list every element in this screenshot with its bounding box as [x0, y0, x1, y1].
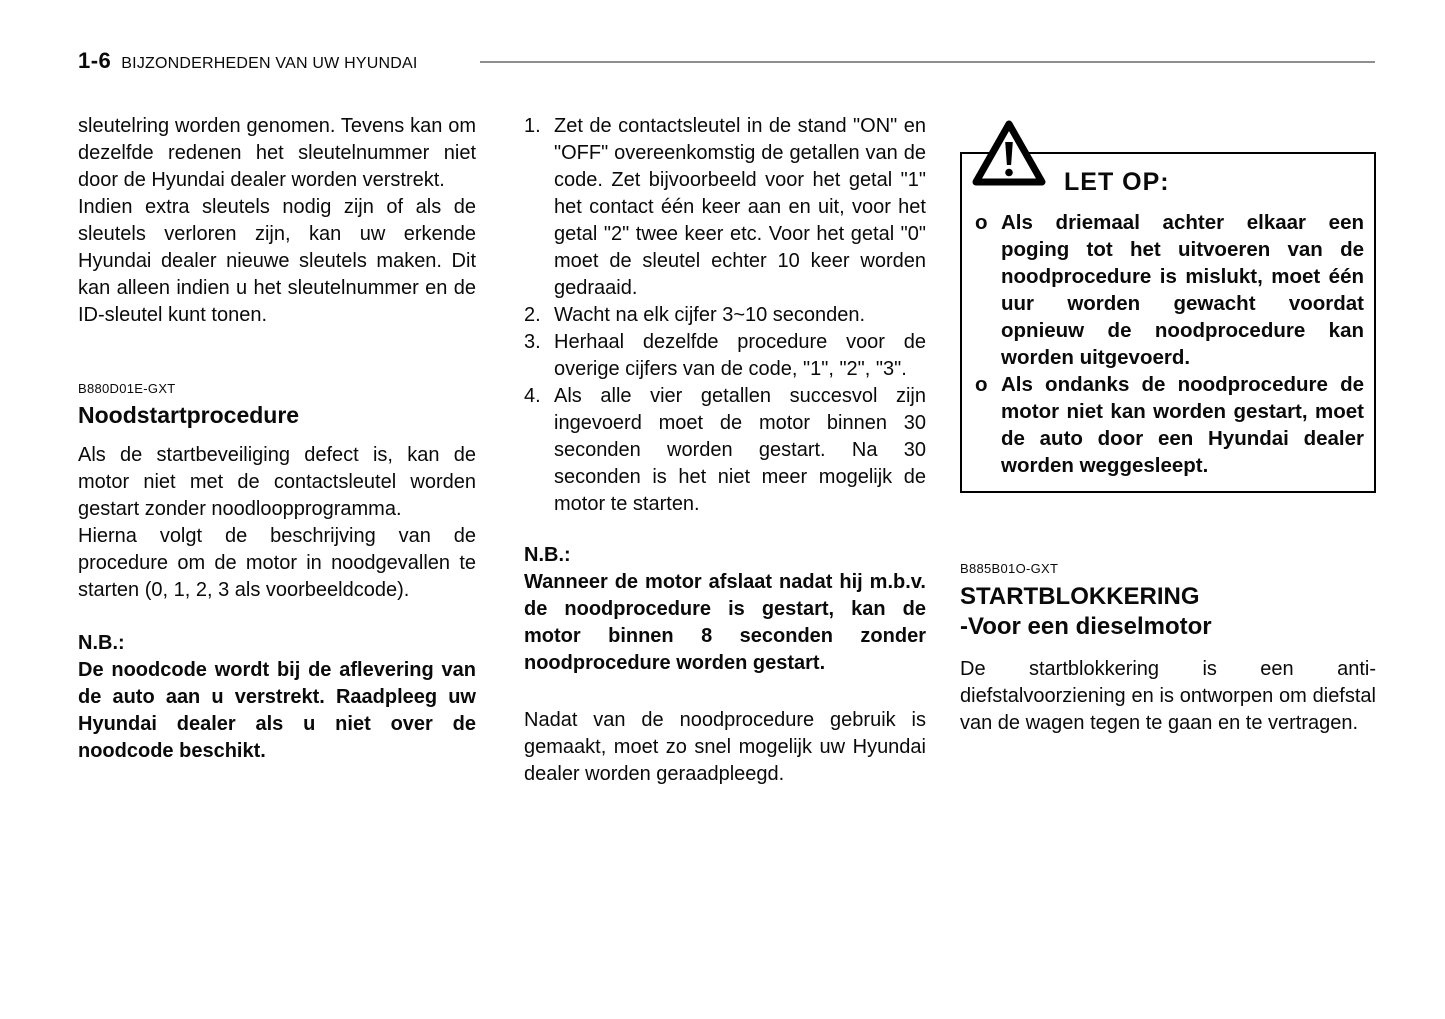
list-item: [524, 383, 926, 518]
warning-bullet: o: [975, 211, 988, 234]
warning-text: Als ondanks de noodprocedure de motor niet kan worden gestart, moet de auto door een Hyundai dealer worden weggesleept.: [1001, 373, 1364, 477]
warning-bullet: o: [975, 373, 988, 396]
section-heading-line1: STARTBLOKKERING: [960, 583, 1200, 610]
paragraph: Nadat van de noodprocedure gebruik is gemaakt, moet zo snel mogelijk uw Hyundai dealer worden geraadpleegd.: [524, 709, 926, 785]
column-left: [78, 113, 476, 765]
section-heading: [960, 582, 1376, 642]
reference-code: B885B01O-GXT: [960, 561, 1059, 576]
note-text: Wanneer de motor afslaat nadat hij m.b.v. de noodprocedure is gestart, kan de motor binnen 8 seconden zonder noodprocedure worden gestart.: [524, 571, 926, 674]
paragraph: Als de startbeveiliging defect is, kan de motor niet met de contactsleutel worden gestart zonder noodloopprogramma.: [78, 444, 476, 520]
section-number: 1-6: [78, 48, 112, 73]
reference-code: B880D01E-GXT: [78, 381, 176, 396]
paragraph: sleutelring worden genomen. Tevens kan om dezelfde redenen het sleutelnummer niet door de Hyundai dealer worden verstrekt.: [78, 115, 476, 191]
warning-title: LET OP:: [1064, 168, 1170, 196]
list-number: 4.: [524, 385, 541, 407]
section-title: BIJZONDERHEDEN VAN UW HYUNDAI: [121, 55, 418, 72]
section-heading-line2: -Voor een dieselmotor: [960, 613, 1212, 640]
list-item: [524, 302, 926, 329]
header-rule: [480, 61, 1375, 63]
section-heading: Noodstartprocedure: [78, 402, 300, 428]
warning-text: Als driemaal achter elkaar een poging tot het uitvoeren van de noodprocedure is mislukt, moet één uur worden gewacht voordat opnieuw de noodprocedure kan worden uitgevoerd.: [1001, 211, 1364, 369]
numbered-list: [524, 113, 926, 518]
column-middle: [524, 113, 926, 788]
note-text: De noodcode wordt bij de aflevering van de auto aan u verstrekt. Raadpleeg uw Hyundai dealer als u niet over de noodcode beschikt.: [78, 659, 476, 762]
list-number: 1.: [524, 115, 541, 137]
paragraph: Hierna volgt de beschrijving van de procedure om de motor in noodgevallen te starten (0, 1, 2, 3 als voorbeeldcode).: [78, 525, 476, 601]
warning-item: [974, 371, 1364, 479]
list-number: 2.: [524, 304, 541, 326]
list-text: Herhaal dezelfde procedure voor de overige cijfers van de code, "1", "2", "3".: [554, 331, 926, 380]
list-number: 3.: [524, 331, 541, 353]
warning-box: [960, 152, 1376, 493]
list-item: [524, 113, 926, 302]
warning-triangle-icon: [972, 120, 1046, 188]
list-text: Zet de contactsleutel in de stand "ON" en "OFF" overeenkomstig de getallen van de code. Zet bijvoorbeeld voor het getal "1" het contact één keer aan en uit, voor het getal "2" twee keer etc. Voor het getal "0" moet de sleutel echter 10 keer worden gedraaid.: [554, 115, 926, 299]
warning-item: [974, 209, 1364, 371]
list-item: [524, 329, 926, 383]
page-header: [78, 48, 1375, 78]
note-label: N.B.:: [524, 544, 571, 566]
note-label: N.B.:: [78, 632, 125, 654]
paragraph: Indien extra sleutels nodig zijn of als de sleutels verloren zijn, kan uw erkende Hyundai dealer nieuwe sleutels maken. Dit kan alleen indien u het sleutelnummer en de ID-sleutel kunt tonen.: [78, 196, 476, 326]
paragraph: De startblokkering is een anti-diefstalvoorziening en is ontworpen om diefstal van de wagen tegen te gaan en te vertragen.: [960, 658, 1376, 734]
list-text: Wacht na elk cijfer 3~10 seconden.: [554, 304, 866, 326]
column-right: [960, 113, 1376, 737]
list-text: Als alle vier getallen succesvol zijn ingevoerd moet de motor binnen 30 seconden worden gestart. Na 30 seconden is het niet meer mogelijk de motor te starten.: [554, 385, 926, 515]
